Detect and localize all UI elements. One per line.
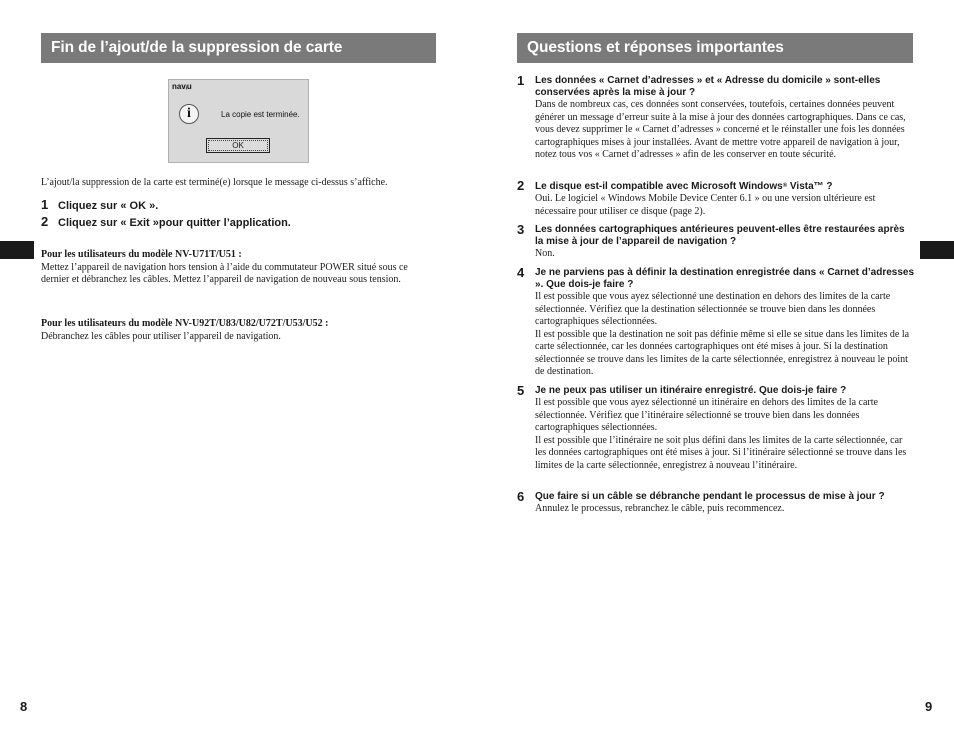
answer-text: Il est possible que la destination ne soit pas définie même si elle se situe dans les limites de la carte sélectionnée, car les données cartographiques ont été mises à jour. Si la destination sélectionnée se trouve dans les limites de la carte sélectionnée, enregistrez à nouveau le point de destination. (535, 328, 910, 377)
question-1 (517, 75, 915, 162)
question-number: 6 (517, 489, 525, 504)
question-number: 2 (517, 178, 525, 193)
question-3 (517, 224, 915, 261)
answer-text: Dans de nombreux cas, ces données sont conservées, toutefois, certaines données peuvent générer un message d’erreur suite à la mise à jour des données cartographiques. Dans ce cas, vous devez supprimer le « Carnet d’adresses » concerné et le réinstaller une fois les données cartographiques mises à jour installées. Avant de mettre votre appareil de navigation à jour, notez tous vos « Carnet d’adresses » afin de les conserver en toute sécurité. (535, 99, 906, 160)
question-text: Les données « Carnet d’adresses » et « Adresse du domicile » sont-elles conservées après la mise à jour ? (535, 75, 881, 98)
dialog-message: La copie est terminée. (221, 110, 300, 119)
question-number: 5 (517, 383, 525, 398)
answer-text: Il est possible que vous ayez sélectionné une destination en dehors des limites de la carte sélectionnée. Vérifiez que la destination sélectionnée se trouve bien dans les données cartographiques sélectionnées. (535, 291, 891, 327)
step-2 (41, 214, 291, 229)
question-5 (517, 385, 915, 472)
intro-text: L’ajout/la suppression de la carte est terminé(e) lorsque le message ci-dessus s’affiche. (41, 177, 388, 188)
step-number: 2 (41, 214, 49, 229)
note-u92t (41, 318, 435, 343)
info-icon: i (179, 104, 199, 124)
question-6 (517, 491, 915, 516)
answer-text: Annulez le processus, rebranchez le câble, puis recommencez. (535, 503, 785, 514)
page-number-left: 8 (20, 699, 28, 714)
question-text: Les données cartographiques antérieures peuvent-elles être restaurées après la mise à jour de l’appareil de navigation ? (535, 224, 905, 247)
answer-text: Non. (535, 248, 555, 259)
answer-text: Il est possible que vous ayez sélectionné un itinéraire en dehors des limites de la carte sélectionnée. Vérifiez que l’itinéraire sélectionné se trouve bien dans les données cartographiques sélectionnées. (535, 397, 878, 433)
answer-text: Il est possible que l’itinéraire ne soit plus défini dans les limites de la carte sélectionnée, car les données cartographiques ont été mises à jour. Si l’itinéraire sélectionné se trouve dans les limites de la carte sélectionnée, enregistrez à nouveau l’itinéraire. (535, 434, 907, 471)
edge-tab-left (0, 241, 34, 259)
completion-dialog-image (168, 79, 309, 163)
question-text: Je ne peux pas utiliser un itinéraire enregistré. Que dois-je faire ? (535, 385, 847, 396)
question-text: Que faire si un câble se débranche pendant le processus de mise à jour ? (535, 491, 885, 502)
section-header-left: Fin de l’ajout/de la suppression de carte (41, 33, 436, 63)
question-number: 3 (517, 222, 525, 237)
dialog-title: navᵢu (172, 82, 192, 91)
note-u71t (41, 249, 435, 287)
step-text: Cliquez sur « Exit »pour quitter l’application. (58, 217, 291, 229)
answer-text: Oui. Le logiciel « Windows Mobile Device Center 6.1 » ou une version ultérieure est nécessaire pour utiliser ce disque (page 2). (535, 193, 876, 217)
dialog-ok-button: OK (206, 138, 270, 153)
step-text: Cliquez sur « OK ». (58, 200, 159, 212)
step-1 (41, 197, 158, 212)
question-4 (517, 267, 915, 379)
question-number: 1 (517, 73, 525, 88)
step-number: 1 (41, 197, 49, 212)
note-title: Pour les utilisateurs du modèle NV-U92T/U83/U82/U72T/U53/U52 : (41, 318, 329, 329)
section-header-right: Questions et réponses importantes (517, 33, 913, 63)
page-number-right: 9 (925, 699, 933, 714)
question-2 (517, 180, 915, 218)
note-body: Mettez l’appareil de navigation hors tension à l’aide du commutateur POWER situé sous ce dernier et débranchez les câbles. Mettez l’appareil de navigation de nouveau sous tension. (41, 261, 408, 285)
edge-tab-right (920, 241, 954, 259)
note-title: Pour les utilisateurs du modèle NV-U71T/U51 : (41, 249, 242, 260)
question-number: 4 (517, 265, 525, 280)
note-body: Débranchez les câbles pour utiliser l’appareil de navigation. (41, 330, 281, 342)
question-text: Je ne parviens pas à définir la destination enregistrée dans « Carnet d’adresses ». Que dois-je faire ? (535, 267, 915, 290)
question-text: Le disque est-il compatible avec Microsoft Windows® Vista™ ? (535, 181, 833, 192)
